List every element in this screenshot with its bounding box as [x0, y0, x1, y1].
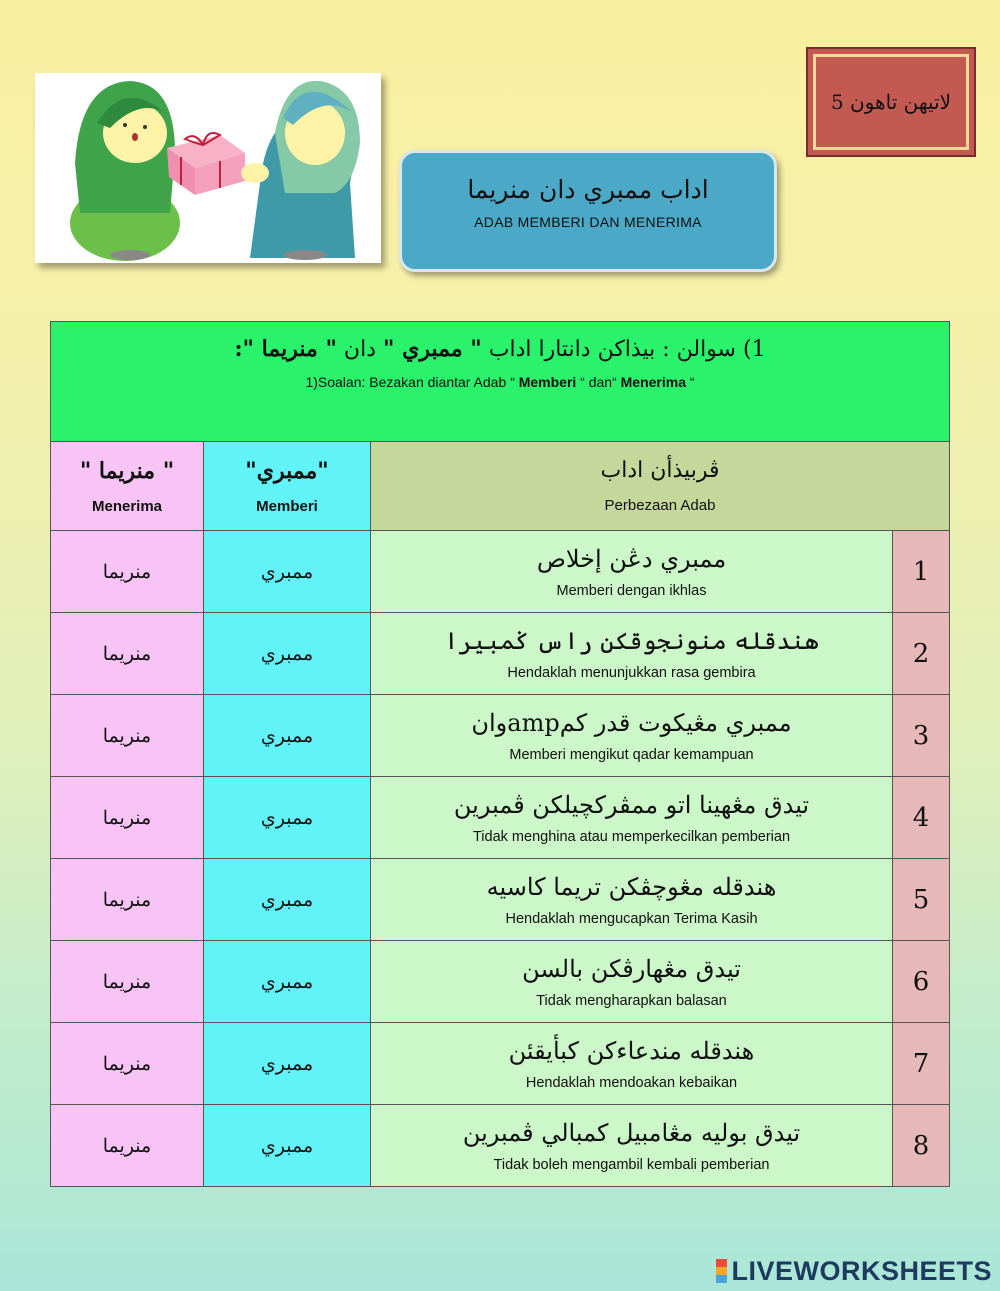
- receive-answer-cell[interactable]: منريما: [51, 613, 204, 695]
- table-row: [51, 941, 950, 1023]
- two-girls-giving-gift-icon: [35, 73, 381, 263]
- question-cell: [51, 322, 950, 442]
- give-answer-cell[interactable]: ممبري: [204, 777, 371, 859]
- statement-cell: تيدق مڠهينا اتو ممڤرکچيلکن ڤمبرين Tidak menghina atau memperkecilkan pemberian: [371, 777, 893, 859]
- row-number-cell: 8: [893, 1105, 950, 1187]
- class-label: لاتيهن تاهون 5: [813, 54, 969, 150]
- title-box: [399, 150, 777, 272]
- worksheet-table: [50, 321, 950, 1187]
- give-answer-cell[interactable]: ممبري: [204, 1023, 371, 1105]
- give-answer-cell[interactable]: ممبري: [204, 613, 371, 695]
- receive-answer-cell[interactable]: منريما: [51, 777, 204, 859]
- statement-cell: تيدق بوليه مڠامبيل کمبالي ڤمبرين Tidak boleh mengambil kembali pemberian: [371, 1105, 893, 1187]
- table-row: [51, 1105, 950, 1187]
- receive-answer-cell[interactable]: منريما: [51, 531, 204, 613]
- statement-cell: هندقله مندعاءکن کبأيقئن Hendaklah mendoakan kebaikan: [371, 1023, 893, 1105]
- give-answer-cell[interactable]: ممبري: [204, 859, 371, 941]
- table-row: [51, 613, 950, 695]
- header-give: "ممبري" Memberi: [204, 442, 371, 531]
- table-row: [51, 859, 950, 941]
- give-answer-cell[interactable]: ممبري: [204, 695, 371, 777]
- row-number-cell: 7: [893, 1023, 950, 1105]
- statement-cell: ممبري مڠيکوت قدر کمampوان Memberi mengikut qadar kemampuan: [371, 695, 893, 777]
- receive-answer-cell[interactable]: منريما: [51, 695, 204, 777]
- row-number-cell: 2: [893, 613, 950, 695]
- statement-cell: ممبري دڠن إخلاص Memberi dengan ikhlas: [371, 531, 893, 613]
- giving-illustration: [35, 73, 381, 263]
- question-latin: 1)Soalan: Bezakan diantar Adab “ Memberi “ dan“ Menerima “: [305, 374, 695, 390]
- title-jawi: اداب ممبري دان منريما: [467, 175, 709, 204]
- receive-answer-cell[interactable]: منريما: [51, 1105, 204, 1187]
- class-label-box: [806, 47, 976, 157]
- row-number-cell: 3: [893, 695, 950, 777]
- statement-cell: هندقله مڠوچڤکن تريما کاسيه Hendaklah mengucapkan Terima Kasih: [371, 859, 893, 941]
- row-number-cell: 5: [893, 859, 950, 941]
- question-jawi: 1) سوالن : بيذاكن دانتارا اداب " ممبري " دان " منريما ":: [234, 336, 766, 362]
- receive-answer-cell[interactable]: منريما: [51, 941, 204, 1023]
- table-row: [51, 1023, 950, 1105]
- title-latin: ADAB MEMBERI DAN MENERIMA: [474, 214, 702, 230]
- header-receive: " منريما " Menerima: [51, 442, 204, 531]
- table-row: [51, 531, 950, 613]
- header-difference: ڤربيذأن اداب Perbezaan Adab: [371, 442, 950, 531]
- statement-cell: هندقله منونجوقکن راس ݢمبيرا Hendaklah menunjukkan rasa gembira: [371, 613, 893, 695]
- receive-answer-cell[interactable]: منريما: [51, 859, 204, 941]
- liveworksheets-logo: LIVEWORKSHEETS: [716, 1257, 992, 1285]
- statement-cell: تيدق مڠهارڤکن بالسن Tidak mengharapkan balasan: [371, 941, 893, 1023]
- give-answer-cell[interactable]: ممبري: [204, 531, 371, 613]
- table-row: [51, 695, 950, 777]
- row-number-cell: 1: [893, 531, 950, 613]
- receive-answer-cell[interactable]: منريما: [51, 1023, 204, 1105]
- row-number-cell: 6: [893, 941, 950, 1023]
- row-number-cell: 4: [893, 777, 950, 859]
- table-row: [51, 777, 950, 859]
- give-answer-cell[interactable]: ممبري: [204, 941, 371, 1023]
- logo-mark-icon: [716, 1259, 727, 1283]
- give-answer-cell[interactable]: ممبري: [204, 1105, 371, 1187]
